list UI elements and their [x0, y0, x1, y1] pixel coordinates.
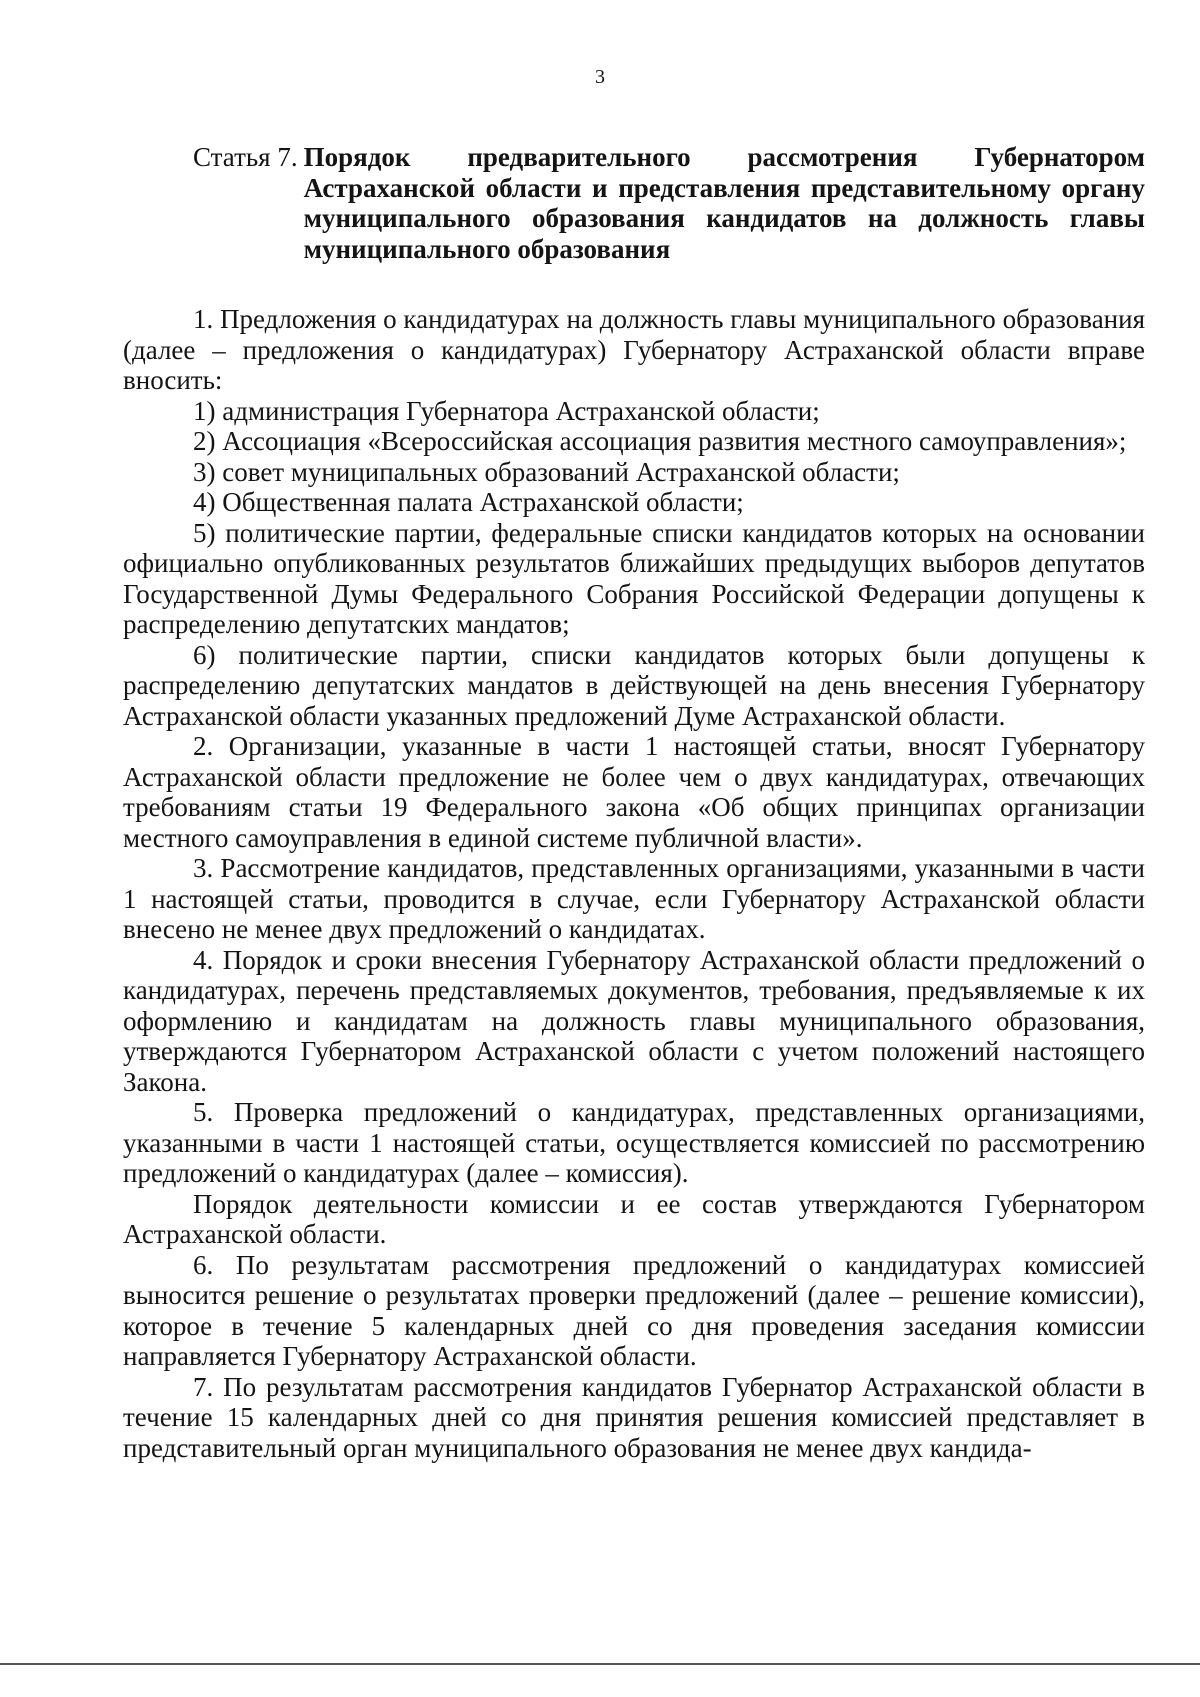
article-number: Статья 7.: [193, 142, 298, 172]
article-heading: [193, 142, 1145, 264]
list-item-2: 2) Ассоциация «Всероссийская ассоциация развития местного самоуправления»;: [193, 426, 1127, 456]
list-item-4: 4) Общественная палата Астраханской области;: [193, 487, 744, 517]
list-item-3: 3) совет муниципальных образований Астраханской области;: [193, 456, 900, 487]
paragraph-part-6: 6. По результатам рассмотрения предложений о кандидатурах комиссией выносится решение о результатах проверки предложений (далее – решение комиссии), которое в течение 5 календарных дней со дня проведения заседания комиссии направляется Губернатору Астраханской области.: [123, 1249, 1145, 1371]
article-title: Порядок предварительного рассмотрения Губернатором Астраханской области и представления представительному органу муниципального образования кандидатов на должность главы муниципального образования: [303, 142, 1145, 264]
article-body: [123, 304, 1145, 1463]
paragraph-commission-order: Порядок деятельности комиссии и ее состав утверждаются Губернатором Астраханской области.: [123, 1188, 1145, 1249]
list-item-1: 1) администрация Губернатора Астраханской области;: [193, 395, 820, 426]
bottom-rule: [0, 1663, 1200, 1665]
page-number: 3: [595, 66, 605, 88]
paragraph-part-3: 3. Рассмотрение кандидатов, представленных организациями, указанными в части 1 настоящей статьи, проводится в случае, если Губернатору Астраханской области внесено не менее двух предложений о кандидатах.: [123, 853, 1145, 944]
paragraph-part-1: 1. Предложения о кандидатурах на должность главы муниципального образования (далее – предложения о кандидатурах) Губернатору Астраханской области вправе вносить:: [123, 304, 1145, 395]
list-item-5: 5) политические партии, федеральные списки кандидатов которых на основании официально опубликованных результатов ближайших предыдущих выборов депутатов Государственной Думы Федерального Собрания Российской Федерации допущены к распределению депутатских мандатов;: [123, 517, 1145, 639]
paragraph-part-5: 5. Проверка предложений о кандидатурах, представленных организациями, указанными в части 1 настоящей статьи, осуществляется комиссией по рассмотрению предложений о кандидатурах (далее – комиссия).: [123, 1097, 1145, 1188]
paragraph-part-2: 2. Организации, указанные в части 1 настоящей статьи, вносят Губернатору Астраханской области предложение не более чем о двух кандидатурах, отвечающих требованиям статьи 19 Федерального закона «Об общих принципах организации местного самоуправления в единой системе публичной власти».: [123, 731, 1145, 853]
paragraph-part-4: 4. Порядок и сроки внесения Губернатору Астраханской области предложений о кандидатурах, перечень представляемых документов, требования, предъявляемые к их оформлению и кандидатам на должность главы муниципального образования, утверждаются Губернатором Астраханской области с учетом положений настоящего Закона.: [123, 944, 1145, 1097]
list-item-6: 6) политические партии, списки кандидатов которых были допущены к распределению депутатских мандатов в действующей на день внесения Губернатору Астраханской области указанных предложений Думе Астраханской области.: [123, 639, 1145, 731]
paragraph-part-7: 7. По результатам рассмотрения кандидатов Губернатор Астраханской области в течение 15 календарных дней со дня принятия решения комиссией представляет в представительный орган муниципального образования не менее двух кандида-: [123, 1371, 1145, 1463]
